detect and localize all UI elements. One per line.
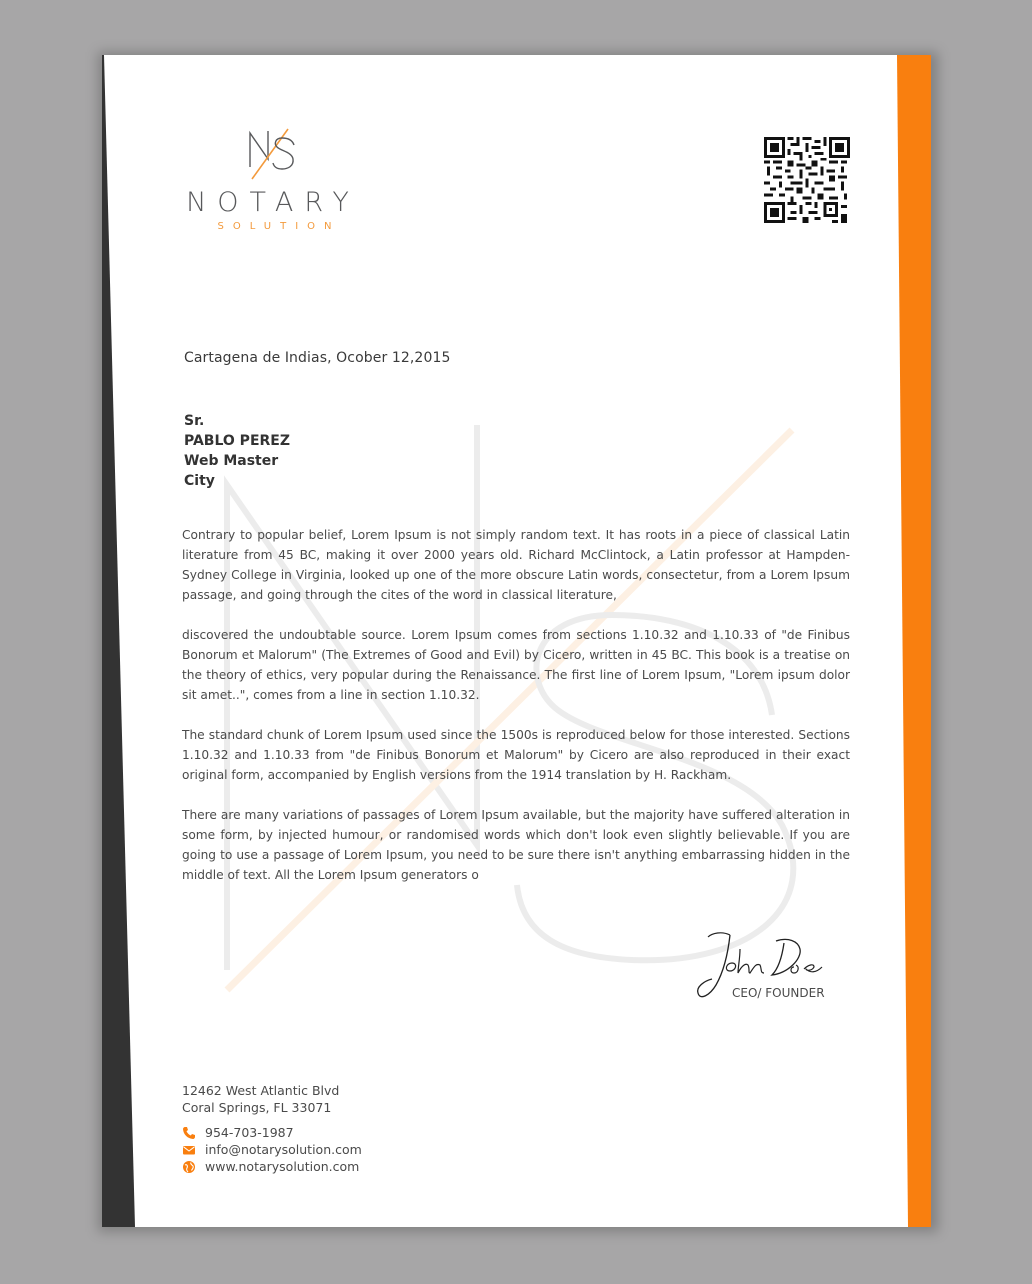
body-paragraph: discovered the undoubtable source. Lorem Ipsum comes from sections 1.10.32 and 1.10.33 of "de Finibus Bonorum et Malorum" (The Extremes of Good and Evil) by Cicero, written in 45 BC. This book is a treatise on the theory of ethics, very popular during the Renaissance. The first line of Lorem Ipsum, "Lorem ipsum dolor sit amet..", comes from a line in section 1.10.32.: [182, 628, 850, 702]
phone-icon: [182, 1126, 196, 1140]
contact-email: [182, 1141, 362, 1158]
recipient-name: PABLO PEREZ: [184, 433, 290, 449]
letter-date: Cartagena de Indias, Ocober 12,2015: [184, 350, 451, 366]
website-link[interactable]: www.notarysolution.com: [205, 1159, 360, 1174]
letter-body: [182, 525, 850, 905]
right-accent-bar: [897, 55, 931, 1227]
contact-website: [182, 1158, 362, 1175]
recipient-salutation: Sr.: [184, 413, 205, 429]
address-line-1: 12462 West Atlantic Blvd: [182, 1083, 340, 1098]
body-paragraph: Contrary to popular belief, Lorem Ipsum is not simply random text. It has roots in a piece of classical Latin literature from 45 BC, making it over 2000 years old. Richard McClintock, a Latin professor at Hampden-Sydney College in Virginia, looked up one of the more obscure Latin words, consectetur, from a Lorem Ipsum passage, and going through the cites of the word in classical literature,: [182, 528, 850, 602]
signer-title: CEO/ FOUNDER: [732, 986, 825, 1000]
mail-icon: [182, 1143, 196, 1157]
contact-phone: [182, 1124, 362, 1141]
left-dark-bar: [102, 55, 135, 1227]
body-paragraph: The standard chunk of Lorem Ipsum used since the 1500s is reproduced below for those interested. Sections 1.10.32 and 1.10.33 from "de Finibus Bonorum et Malorum" by Cicero are also reproduced in their exact original form, accompanied by English versions from the 1914 translation by H. Rackham.: [182, 728, 850, 782]
address-line-2: Coral Springs, FL 33071: [182, 1100, 332, 1115]
logo-tagline: SOLUTION: [217, 221, 341, 232]
footer-address: [182, 1082, 339, 1116]
footer-contact: [182, 1124, 362, 1175]
qr-code: [764, 137, 850, 223]
globe-icon: [182, 1160, 196, 1174]
email-link[interactable]: info@notarysolution.com: [205, 1142, 362, 1157]
body-paragraph: There are many variations of passages of Lorem Ipsum available, but the majority have suffered alteration in some form, by injected humour, or randomised words which don't look even slightly believable. If you are going to use a passage of Lorem Ipsum, you need to be sure there isn't anything embarrassing hidden in the middle of text. All the Lorem Ipsum generators o: [182, 808, 850, 882]
company-logo: [180, 127, 366, 237]
recipient-city: City: [184, 473, 215, 489]
logo-wordmark: NOTARY: [186, 187, 360, 218]
recipient-title: Web Master: [184, 453, 279, 469]
letterhead-page: [102, 55, 931, 1227]
recipient-block: [184, 411, 290, 491]
phone-number: 954-703-1987: [205, 1125, 294, 1140]
monogram-icon: [244, 127, 300, 183]
